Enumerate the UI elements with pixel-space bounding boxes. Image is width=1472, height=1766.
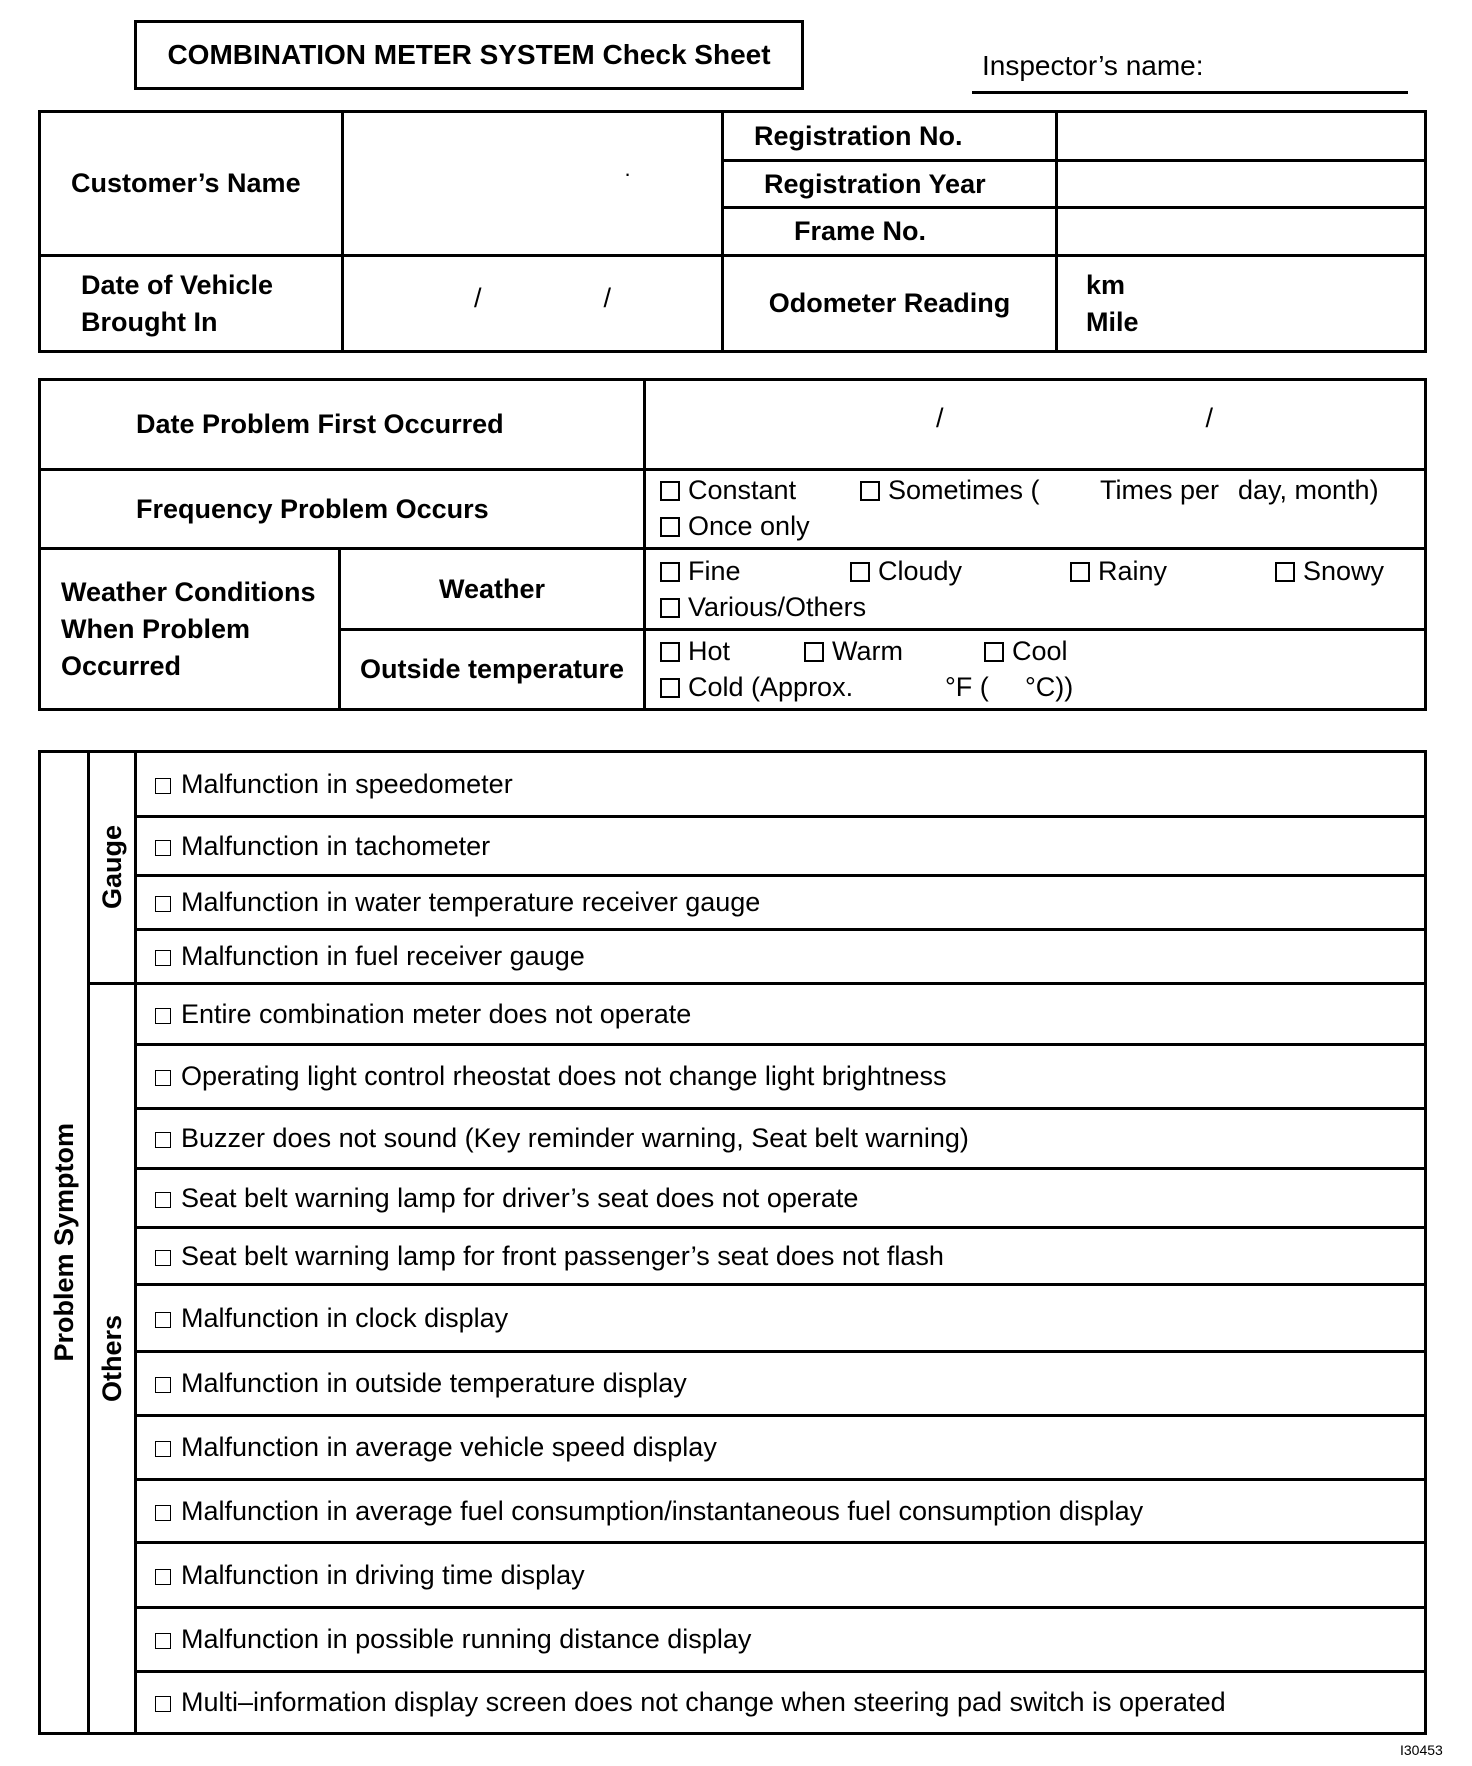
checkbox-icon[interactable] (155, 1250, 171, 1266)
checkbox-icon[interactable] (155, 950, 171, 966)
checkbox-icon[interactable] (660, 598, 680, 618)
frequency-constant-option[interactable] (660, 475, 860, 506)
symptom-item-label: Multi–information display screen does not change when steering pad switch is operated (181, 1687, 1226, 1717)
checkbox-icon[interactable] (155, 1441, 171, 1457)
customer-info-table (38, 110, 1427, 353)
frequency-times-per-label: Times per (1100, 474, 1220, 505)
weather-snowy-label: Snowy (1303, 555, 1385, 586)
frequency-sometimes-option[interactable] (860, 475, 1100, 506)
checkbox-icon[interactable] (155, 1312, 171, 1328)
temp-cold-label: Cold (Approx. (688, 672, 854, 702)
symptom-item[interactable] (136, 1045, 1426, 1109)
customer-name-field[interactable] (343, 112, 723, 256)
checkbox-icon[interactable] (155, 1192, 171, 1208)
inspector-name-field[interactable]: Inspector’s name: (972, 40, 1408, 94)
outside-temperature-label: Outside temperature (340, 630, 645, 710)
symptom-item-label: Malfunction in driving time display (181, 1559, 585, 1590)
weather-conditions-label-line3: Occurred (61, 650, 182, 681)
symptom-item[interactable] (136, 984, 1426, 1045)
weather-fine-option[interactable] (660, 556, 850, 587)
checkbox-icon[interactable] (155, 1008, 171, 1024)
conditions-table (38, 378, 1427, 711)
weather-conditions-label-line2: When Problem (61, 613, 251, 644)
weather-conditions-label-line1: Weather Conditions (61, 576, 316, 607)
weather-rainy-label: Rainy (1098, 555, 1168, 586)
checkbox-icon[interactable] (984, 642, 1004, 662)
checkbox-icon[interactable] (155, 1505, 171, 1521)
temp-warm-label: Warm (832, 636, 903, 666)
weather-snowy-option[interactable] (1275, 556, 1384, 587)
symptom-item[interactable] (136, 1285, 1426, 1352)
symptom-item[interactable] (136, 1352, 1426, 1416)
symptom-item[interactable] (136, 1672, 1426, 1734)
checkbox-icon[interactable] (155, 1070, 171, 1086)
symptom-item-label: Malfunction in speedometer (181, 768, 513, 799)
symptom-item-label: Seat belt warning lamp for front passenger’s seat does not flash (181, 1240, 944, 1271)
customer-name-label: Customer’s Name (40, 112, 343, 256)
frequency-constant-label: Constant (688, 474, 797, 505)
symptom-item[interactable] (136, 1480, 1426, 1543)
symptom-item[interactable] (136, 1543, 1426, 1608)
symptom-item[interactable] (136, 1109, 1426, 1169)
weather-label: Weather (340, 549, 645, 630)
symptom-item[interactable] (136, 1169, 1426, 1228)
date-brought-in-label-line1: Date of Vehicle (81, 269, 274, 300)
weather-various-option[interactable] (660, 592, 866, 623)
checkbox-icon[interactable] (660, 517, 680, 537)
checkbox-icon[interactable] (1275, 562, 1295, 582)
registration-year-label: Registration Year (723, 161, 1057, 208)
weather-cloudy-label: Cloudy (878, 555, 963, 586)
temp-warm-option[interactable] (804, 636, 984, 667)
checkbox-icon[interactable] (155, 1132, 171, 1148)
registration-no-label: Registration No. (723, 112, 1057, 161)
checkbox-icon[interactable] (1070, 562, 1090, 582)
document-id: I30453 (1400, 1742, 1443, 1758)
weather-various-label: Various/Others (688, 591, 867, 622)
symptom-item-label: Malfunction in clock display (181, 1302, 509, 1333)
symptom-item-label: Malfunction in average fuel consumption/instantaneous fuel consumption display (181, 1495, 1144, 1526)
checkbox-icon[interactable] (155, 778, 171, 794)
symptom-item-label: Malfunction in tachometer (181, 830, 491, 861)
frame-no-label: Frame No. (723, 208, 1057, 256)
frequency-once-only-label: Once only (688, 510, 810, 541)
checkbox-icon[interactable] (155, 1569, 171, 1585)
symptom-item-label: Malfunction in outside temperature display (181, 1368, 687, 1398)
symptom-item[interactable] (136, 930, 1426, 984)
temp-hot-option[interactable] (660, 636, 804, 667)
checkbox-icon[interactable] (660, 481, 680, 501)
symptom-item[interactable] (136, 876, 1426, 930)
temp-cold-option[interactable] (660, 672, 945, 703)
symptom-item-label: Buzzer does not sound (Key reminder warning, Seat belt warning) (181, 1123, 969, 1153)
problem-symptom-label: Problem Symptom (48, 1123, 79, 1362)
symptom-item[interactable] (136, 1608, 1426, 1672)
symptom-item-label: Malfunction in water temperature receiver gauge (181, 887, 761, 917)
odometer-label: Odometer Reading (723, 256, 1057, 352)
customer-name-value: . (624, 155, 631, 181)
frequency-day-month-label: day, month) (1238, 474, 1379, 505)
weather-rainy-option[interactable] (1070, 556, 1275, 587)
date-separator: / (474, 283, 482, 313)
others-label: Others (96, 1314, 127, 1403)
checkbox-icon[interactable] (804, 642, 824, 662)
symptom-item-label: Entire combination meter does not operate (181, 998, 692, 1029)
symptom-item[interactable] (136, 817, 1426, 876)
symptom-item-label: Malfunction in fuel receiver gauge (181, 941, 585, 971)
checkbox-icon[interactable] (155, 1377, 171, 1393)
symptom-item[interactable] (136, 1416, 1426, 1480)
date-first-occurred-field[interactable] (645, 380, 1426, 470)
temp-fahrenheit-label: °F ( (945, 672, 989, 702)
date-separator: / (936, 403, 944, 433)
frame-no-field[interactable] (1057, 208, 1426, 256)
date-brought-in-field[interactable] (343, 256, 723, 352)
checkbox-icon[interactable] (660, 642, 680, 662)
date-separator: / (603, 283, 612, 313)
checkbox-icon[interactable] (155, 1633, 171, 1649)
odometer-unit-km: km (1086, 269, 1126, 300)
symptom-item[interactable] (136, 752, 1426, 817)
sheet-title: COMBINATION METER SYSTEM Check Sheet (134, 20, 804, 90)
checkbox-icon[interactable] (155, 896, 171, 912)
registration-year-field[interactable] (1057, 161, 1426, 208)
weather-cloudy-option[interactable] (850, 556, 1070, 587)
problem-symptom-table (38, 750, 1427, 1735)
date-separator: / (1205, 403, 1214, 433)
temp-cool-label: Cool (1012, 636, 1068, 666)
checkbox-icon[interactable] (850, 562, 870, 582)
date-first-occurred-label: Date Problem First Occurred (40, 380, 645, 470)
temp-hot-label: Hot (688, 636, 731, 666)
frequency-sometimes-label: Sometimes ( (888, 474, 1040, 505)
symptom-item-label: Malfunction in average vehicle speed display (181, 1432, 717, 1462)
registration-no-field[interactable] (1057, 112, 1426, 161)
odometer-field[interactable] (1057, 256, 1426, 352)
gauge-label: Gauge (96, 825, 127, 910)
date-brought-in-label-line2: Brought In (81, 306, 218, 337)
weather-fine-label: Fine (688, 555, 741, 586)
checkbox-icon[interactable] (660, 562, 680, 582)
checkbox-icon[interactable] (155, 1696, 171, 1712)
temp-cool-option[interactable] (984, 636, 1068, 667)
odometer-unit-mile: Mile (1086, 306, 1139, 337)
symptom-item-label: Operating light control rheostat does not change light brightness (181, 1061, 947, 1091)
frequency-label: Frequency Problem Occurs (40, 470, 645, 549)
checkbox-icon[interactable] (660, 678, 680, 698)
temp-celsius-label: °C)) (1025, 672, 1074, 702)
checkbox-icon[interactable] (860, 481, 880, 501)
symptom-item-label: Seat belt warning lamp for driver’s seat does not operate (181, 1182, 859, 1213)
symptom-item-label: Malfunction in possible running distance display (181, 1624, 752, 1654)
symptom-item[interactable] (136, 1228, 1426, 1285)
frequency-once-only-option[interactable] (660, 511, 810, 542)
checkbox-icon[interactable] (155, 840, 171, 856)
